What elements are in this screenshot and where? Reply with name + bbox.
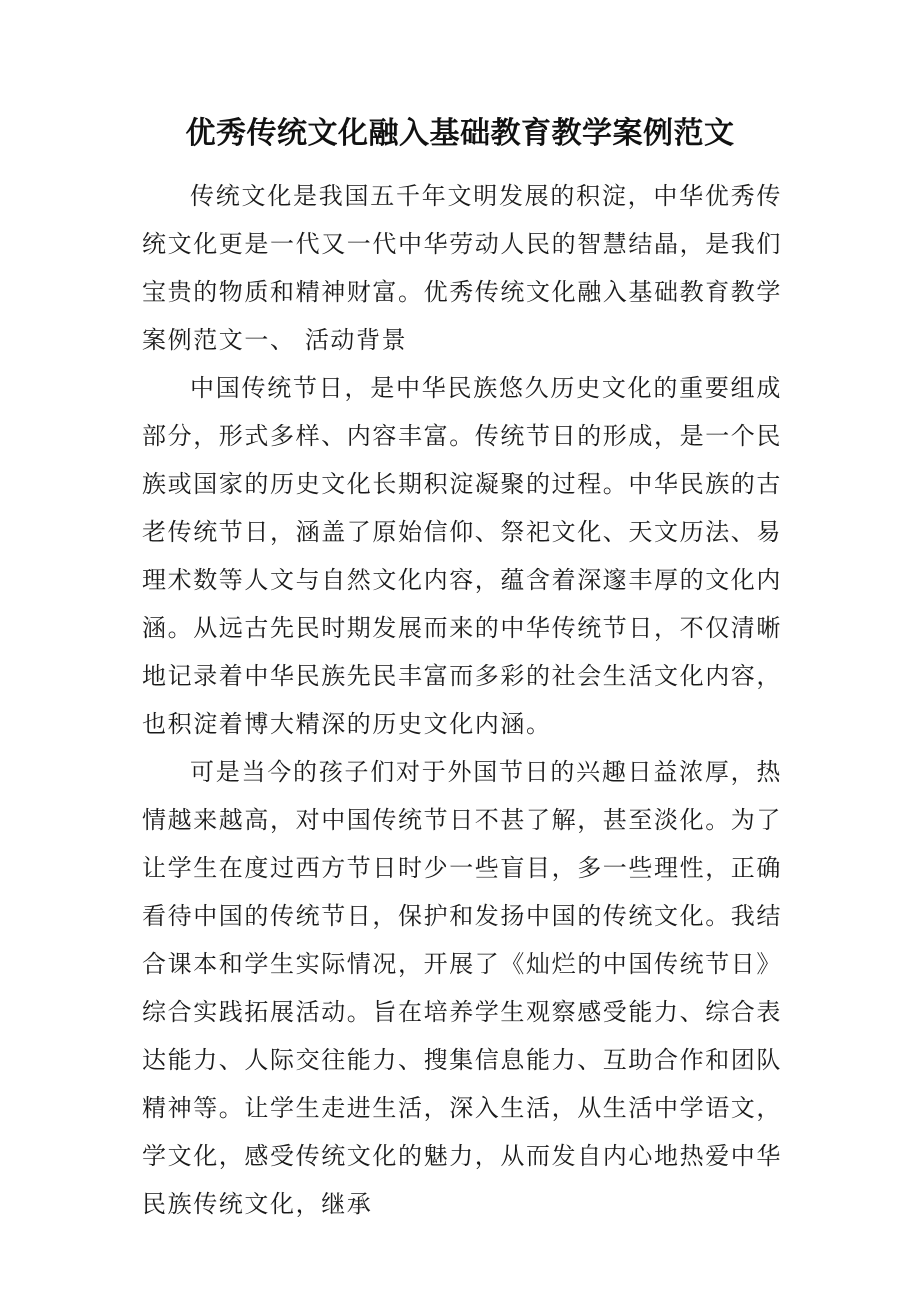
document-body	[142, 172, 782, 1228]
document-title: 优秀传统文化融入基础教育教学案例范文	[185, 116, 735, 151]
paragraph-activity: 可是当今的孩子们对于外国节日的兴趣日益浓厚，热情越来越高，对中国传统节日不甚了解，甚至淡化。为了让学生在度过西方节日时少一些盲目，多一些理性，正确看待中国的传统节日，保护和发扬中国的传统文化。我结合课本和学生实际情况，开展了《灿烂的中国传统节日》综合实践拓展活动。旨在培养学生观察感受能力、综合表达能力、人际交往能力、搜集信息能力、互助合作和团队精神等。让学生走进生活，深入生活，从生活中学语文，学文化，感受传统文化的魅力，从而发自内心地热爱中华民族传统文化，继承	[142, 758, 782, 1218]
paragraph-intro: 传统文化是我国五千年文明发展的积淀，中华优秀传统文化更是一代又一代中华劳动人民的智慧结晶，是我们宝贵的物质和精神财富。优秀传统文化融入基础教育教学案例范文一、 活动背景	[142, 182, 782, 354]
paragraph-background: 中国传统节日，是中华民族悠久历史文化的重要组成部分，形式多样、内容丰富。传统节日的形成，是一个民族或国家的历史文化长期积淀凝聚的过程。中华民族的古老传统节日，涵盖了原始信仰、祭祀文化、天文历法、易理术数等人文与自然文化内容，蕴含着深邃丰厚的文化内涵。从远古先民时期发展而来的中华传统节日，不仅清晰地记录着中华民族先民丰富而多彩的社会生活文化内容，也积淀着博大精深的历史文化内涵。	[142, 374, 782, 738]
